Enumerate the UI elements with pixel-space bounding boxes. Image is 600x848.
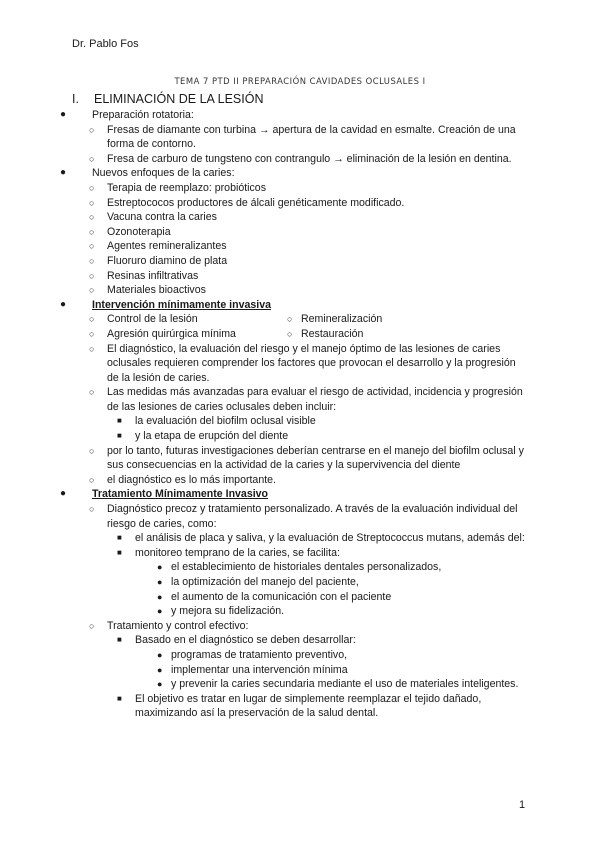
section-number: I. bbox=[72, 92, 79, 106]
list-item: ● y mejora su fidelización. bbox=[157, 605, 285, 618]
list-item: ■ monitoreo temprano de la caries, se facilita: bbox=[117, 546, 340, 559]
list-item: ○ Agresión quirúrgica mínima ○ Restauración bbox=[89, 327, 364, 340]
topic-title: TEMA 7 PTD II PREPARACIÓN CAVIDADES OCLUSALES I bbox=[174, 76, 426, 86]
document-author: Dr. Pablo Fos bbox=[72, 38, 139, 50]
subheading: ● Intervención mínimamente invasiva bbox=[60, 298, 271, 311]
list-item: ○ Fresas de diamante con turbina → apertura de la cavidad en esmalte. Creación de una forma de contorno. bbox=[89, 123, 516, 151]
list-item: ○ El diagnóstico, la evaluación del riesgo y el manejo óptimo de las lesiones de caries oclusales requieren comprender los factores que provocan el desarrollo y la progresión de la lesión de caries. bbox=[89, 342, 516, 384]
list-item: ● el aumento de la comunicación con el paciente bbox=[157, 590, 392, 603]
list-item: ○ Diagnóstico precoz y tratamiento personalizado. A través de la evaluación individual del riesgo de caries, como: bbox=[89, 503, 518, 530]
page-number: 1 bbox=[519, 799, 526, 811]
section-title: ELIMINACIÓN DE LA LESIÓN bbox=[94, 92, 264, 106]
list-item: ○ Estreptococos productores de álcali genéticamente modificado. bbox=[89, 196, 405, 209]
list-item: ● programas de tratamiento preventivo, bbox=[157, 648, 348, 661]
list-item: ○ Materiales bioactivos bbox=[89, 284, 206, 297]
list-item: ○ Fresa de carburo de tungsteno con contrangulo → eliminación de la lesión en dentina. bbox=[89, 152, 512, 165]
list-item: ○ Las medidas más avanzadas para evaluar el riesgo de actividad, incidencia y progresión de las lesiones de caries oclusales deben incluir: bbox=[89, 386, 523, 413]
list-item: ● la optimización del manejo del paciente, bbox=[157, 576, 359, 588]
list-item: ○ Vacuna contra la caries bbox=[89, 211, 217, 224]
list-item: ○ Terapia de reemplazo: probióticos bbox=[89, 181, 266, 194]
list-item: ■ El objetivo es tratar en lugar de simplemente reemplazar el tejido dañado, maximizando así la preservación de la salud dental. bbox=[117, 692, 482, 720]
section-heading bbox=[72, 92, 264, 107]
subheading: ● Tratamiento Mínimamente Invasivo bbox=[60, 488, 269, 501]
list-item: ○ por lo tanto, futuras investigaciones deberían centrarse en el manejo del biofilm oclusal y sus consecuencias en la actividad de la caries y la supervivencia del diente bbox=[89, 444, 524, 472]
list-item: ● el establecimiento de historiales dentales personalizados, bbox=[157, 561, 442, 574]
document-body bbox=[60, 108, 530, 721]
list-item: ○ Ozonoterapia bbox=[89, 225, 171, 238]
list-item: ○ Resinas infiltrativas bbox=[89, 269, 199, 282]
list-item: ■ Basado en el diagnóstico se deben desarrollar: bbox=[117, 634, 356, 647]
list-item: ○ Fluoruro diamino de plata bbox=[89, 254, 228, 267]
list-item: ● y prevenir la caries secundaria mediante el uso de materiales inteligentes. bbox=[157, 678, 519, 691]
list-item: ● Preparación rotatoria: bbox=[60, 109, 194, 121]
list-item: ○ Agentes remineralizantes bbox=[89, 240, 227, 253]
list-item: ■ la evaluación del biofilm oclusal visible bbox=[117, 415, 316, 428]
list-item: ● Nuevos enfoques de la caries: bbox=[60, 167, 235, 180]
list-item: ○ Control de la lesión ○ Remineralización bbox=[89, 313, 383, 326]
list-item: ○ Tratamiento y control efectivo: bbox=[89, 619, 249, 632]
list-item: ● implementar una intervención mínima bbox=[157, 663, 348, 676]
list-item: ■ el análisis de placa y saliva, y la evaluación de Streptococcus mutans, además del: bbox=[117, 532, 525, 545]
list-item: ■ y la etapa de erupción del diente bbox=[117, 430, 289, 443]
list-item: ○ el diagnóstico es lo más importante. bbox=[89, 473, 276, 486]
